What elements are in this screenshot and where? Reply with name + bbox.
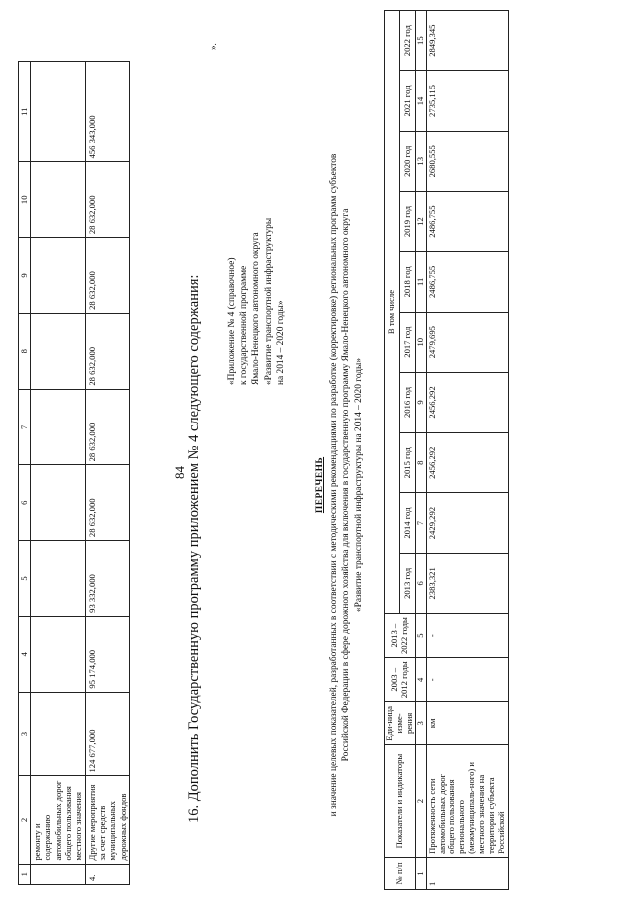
column-number: 1 (415, 857, 426, 889)
column-number: 8 (415, 433, 426, 493)
column-number: 6 (415, 553, 426, 613)
table-cell (31, 238, 86, 314)
table-cell: 2849,345 (426, 11, 508, 71)
column-header: 8 (19, 313, 31, 389)
table-cell: 95 174,000 (85, 616, 129, 692)
column-header: 9 (19, 238, 31, 314)
column-header-year: 2022 год (400, 11, 415, 71)
table-cell: 2456,292 (426, 372, 508, 432)
column-header-year: 2020 год (400, 131, 415, 191)
column-number: 7 (415, 493, 426, 553)
table-header-row (385, 11, 400, 890)
column-header-period-2: 2013 – 2022 годы (385, 614, 416, 658)
table-cell: 28 632,000 (85, 238, 129, 314)
table-cell: 124 677,000 (85, 692, 129, 776)
column-header: 10 (19, 162, 31, 238)
table-cell (31, 616, 86, 692)
amendment-item-16: 16. Дополнить Государственную программу приложением № 4 следующего содержания: (186, 274, 202, 823)
column-number: 2 (415, 745, 426, 858)
table-cell: 456 343,000 (85, 62, 129, 162)
column-number-row (415, 11, 426, 890)
appendix-line: «Развитие транспортной инфраструктуры (263, 217, 274, 385)
column-header: 2 (19, 776, 31, 864)
table-cell (31, 692, 86, 776)
column-number: 3 (415, 702, 426, 745)
column-number: 12 (415, 191, 426, 251)
unit-cell: км (426, 702, 508, 745)
column-header: 1 (19, 864, 31, 884)
column-header-period-1: 2003 – 2012 годы (385, 658, 416, 702)
column-number: 15 (415, 11, 426, 71)
column-header-year: 2018 год (400, 252, 415, 312)
column-number: 14 (415, 71, 426, 131)
row-label: ремонту и содержанию автомобильных дорог общего пользования местного значения (31, 776, 86, 864)
column-number: 10 (415, 312, 426, 372)
appendix-line: Ямало-Ненецкого автономного округа (251, 232, 262, 385)
column-header-year: 2013 год (400, 553, 415, 613)
column-number: 11 (415, 252, 426, 312)
list-title-block (314, 105, 365, 865)
period-cell: - (426, 614, 508, 658)
row-label: Другие мероприятия за счет средств муниципальных дорожных фондов (85, 776, 129, 864)
column-number: 13 (415, 131, 426, 191)
table-cell: 2486,755 (426, 191, 508, 251)
row-label: Протяженность сети автомобильных дорог общего пользования регионального (межмуниципаль-ного) и местного значения на территории субъекта Российской (426, 745, 508, 858)
table-cell: 28 632,000 (85, 389, 129, 465)
list-subtitle-line: и значение целевых показателей, разработанных в соответствии с методическими рекомендациями по разработке (корректировке) региональных программ субъектов (329, 153, 340, 817)
table-cell (31, 313, 86, 389)
column-header: 5 (19, 541, 31, 617)
row-number (31, 864, 86, 884)
table-cell: 93 332,000 (85, 541, 129, 617)
row-number: 1 (426, 857, 508, 889)
column-header: 4 (19, 616, 31, 692)
period-cell: - (426, 658, 508, 702)
table-cell: 28 632,000 (85, 465, 129, 541)
column-header-year: 2019 год (400, 191, 415, 251)
table-cell: 28 632,000 (85, 313, 129, 389)
table-row (85, 62, 129, 885)
table-cell: 2486,755 (426, 252, 508, 312)
list-subtitle-line: Российской Федерации в сфере дорожного хозяйства для включения в государственную программу Ямало-Ненецкого автономного округа (341, 208, 352, 762)
column-number: 9 (415, 372, 426, 432)
table-header-row (19, 62, 31, 885)
list-title: ПЕРЕЧЕНЬ (315, 456, 325, 514)
column-number: 5 (415, 614, 426, 658)
table-cell: 2383,321 (426, 553, 508, 613)
column-header-unit: Еди-ница изме-рения (385, 702, 416, 745)
column-header-year: 2021 год (400, 71, 415, 131)
table-cell (31, 389, 86, 465)
appendix-reference (226, 5, 287, 385)
column-header-indicator: Показатели и индикаторы (385, 745, 416, 858)
table-cell (31, 62, 86, 162)
column-header-year: 2016 год (400, 372, 415, 432)
column-header-year: 2015 год (400, 433, 415, 493)
table-cell: 2479,695 (426, 312, 508, 372)
column-header-year: 2017 год (400, 312, 415, 372)
column-header-year: 2014 год (400, 493, 415, 553)
table-row (31, 62, 86, 885)
table-cell: 2456,292 (426, 433, 508, 493)
table-cell: 2735,115 (426, 71, 508, 131)
column-header-number: № п/п (385, 857, 416, 889)
row-number: 4. (85, 864, 129, 884)
budget-table (18, 61, 130, 885)
appendix-line: к государственной программе (239, 265, 250, 385)
column-header: 6 (19, 465, 31, 541)
column-header: 7 (19, 389, 31, 465)
list-subtitle-line: «Развитие транспортной инфраструктуры на 2014 – 2020 годы» (353, 357, 364, 613)
table-row (426, 11, 508, 890)
table-cell: 28 632,000 (85, 162, 129, 238)
column-header: 11 (19, 62, 31, 162)
indicators-table (384, 10, 509, 890)
table-cell (31, 162, 86, 238)
table-cell (31, 541, 86, 617)
table-cell: 2429,292 (426, 493, 508, 553)
column-header: 3 (19, 692, 31, 776)
table-cell (31, 465, 86, 541)
page-number: 84 (172, 466, 187, 479)
column-header-including: В том числе (385, 11, 400, 614)
table-cell: 2680,555 (426, 131, 508, 191)
appendix-line: «Приложение № 4 (справочное) (227, 257, 237, 385)
appendix-line: на 2014 – 2020 годы» (275, 300, 286, 385)
closing-quote-mark: ». (208, 43, 218, 50)
column-number: 4 (415, 658, 426, 702)
